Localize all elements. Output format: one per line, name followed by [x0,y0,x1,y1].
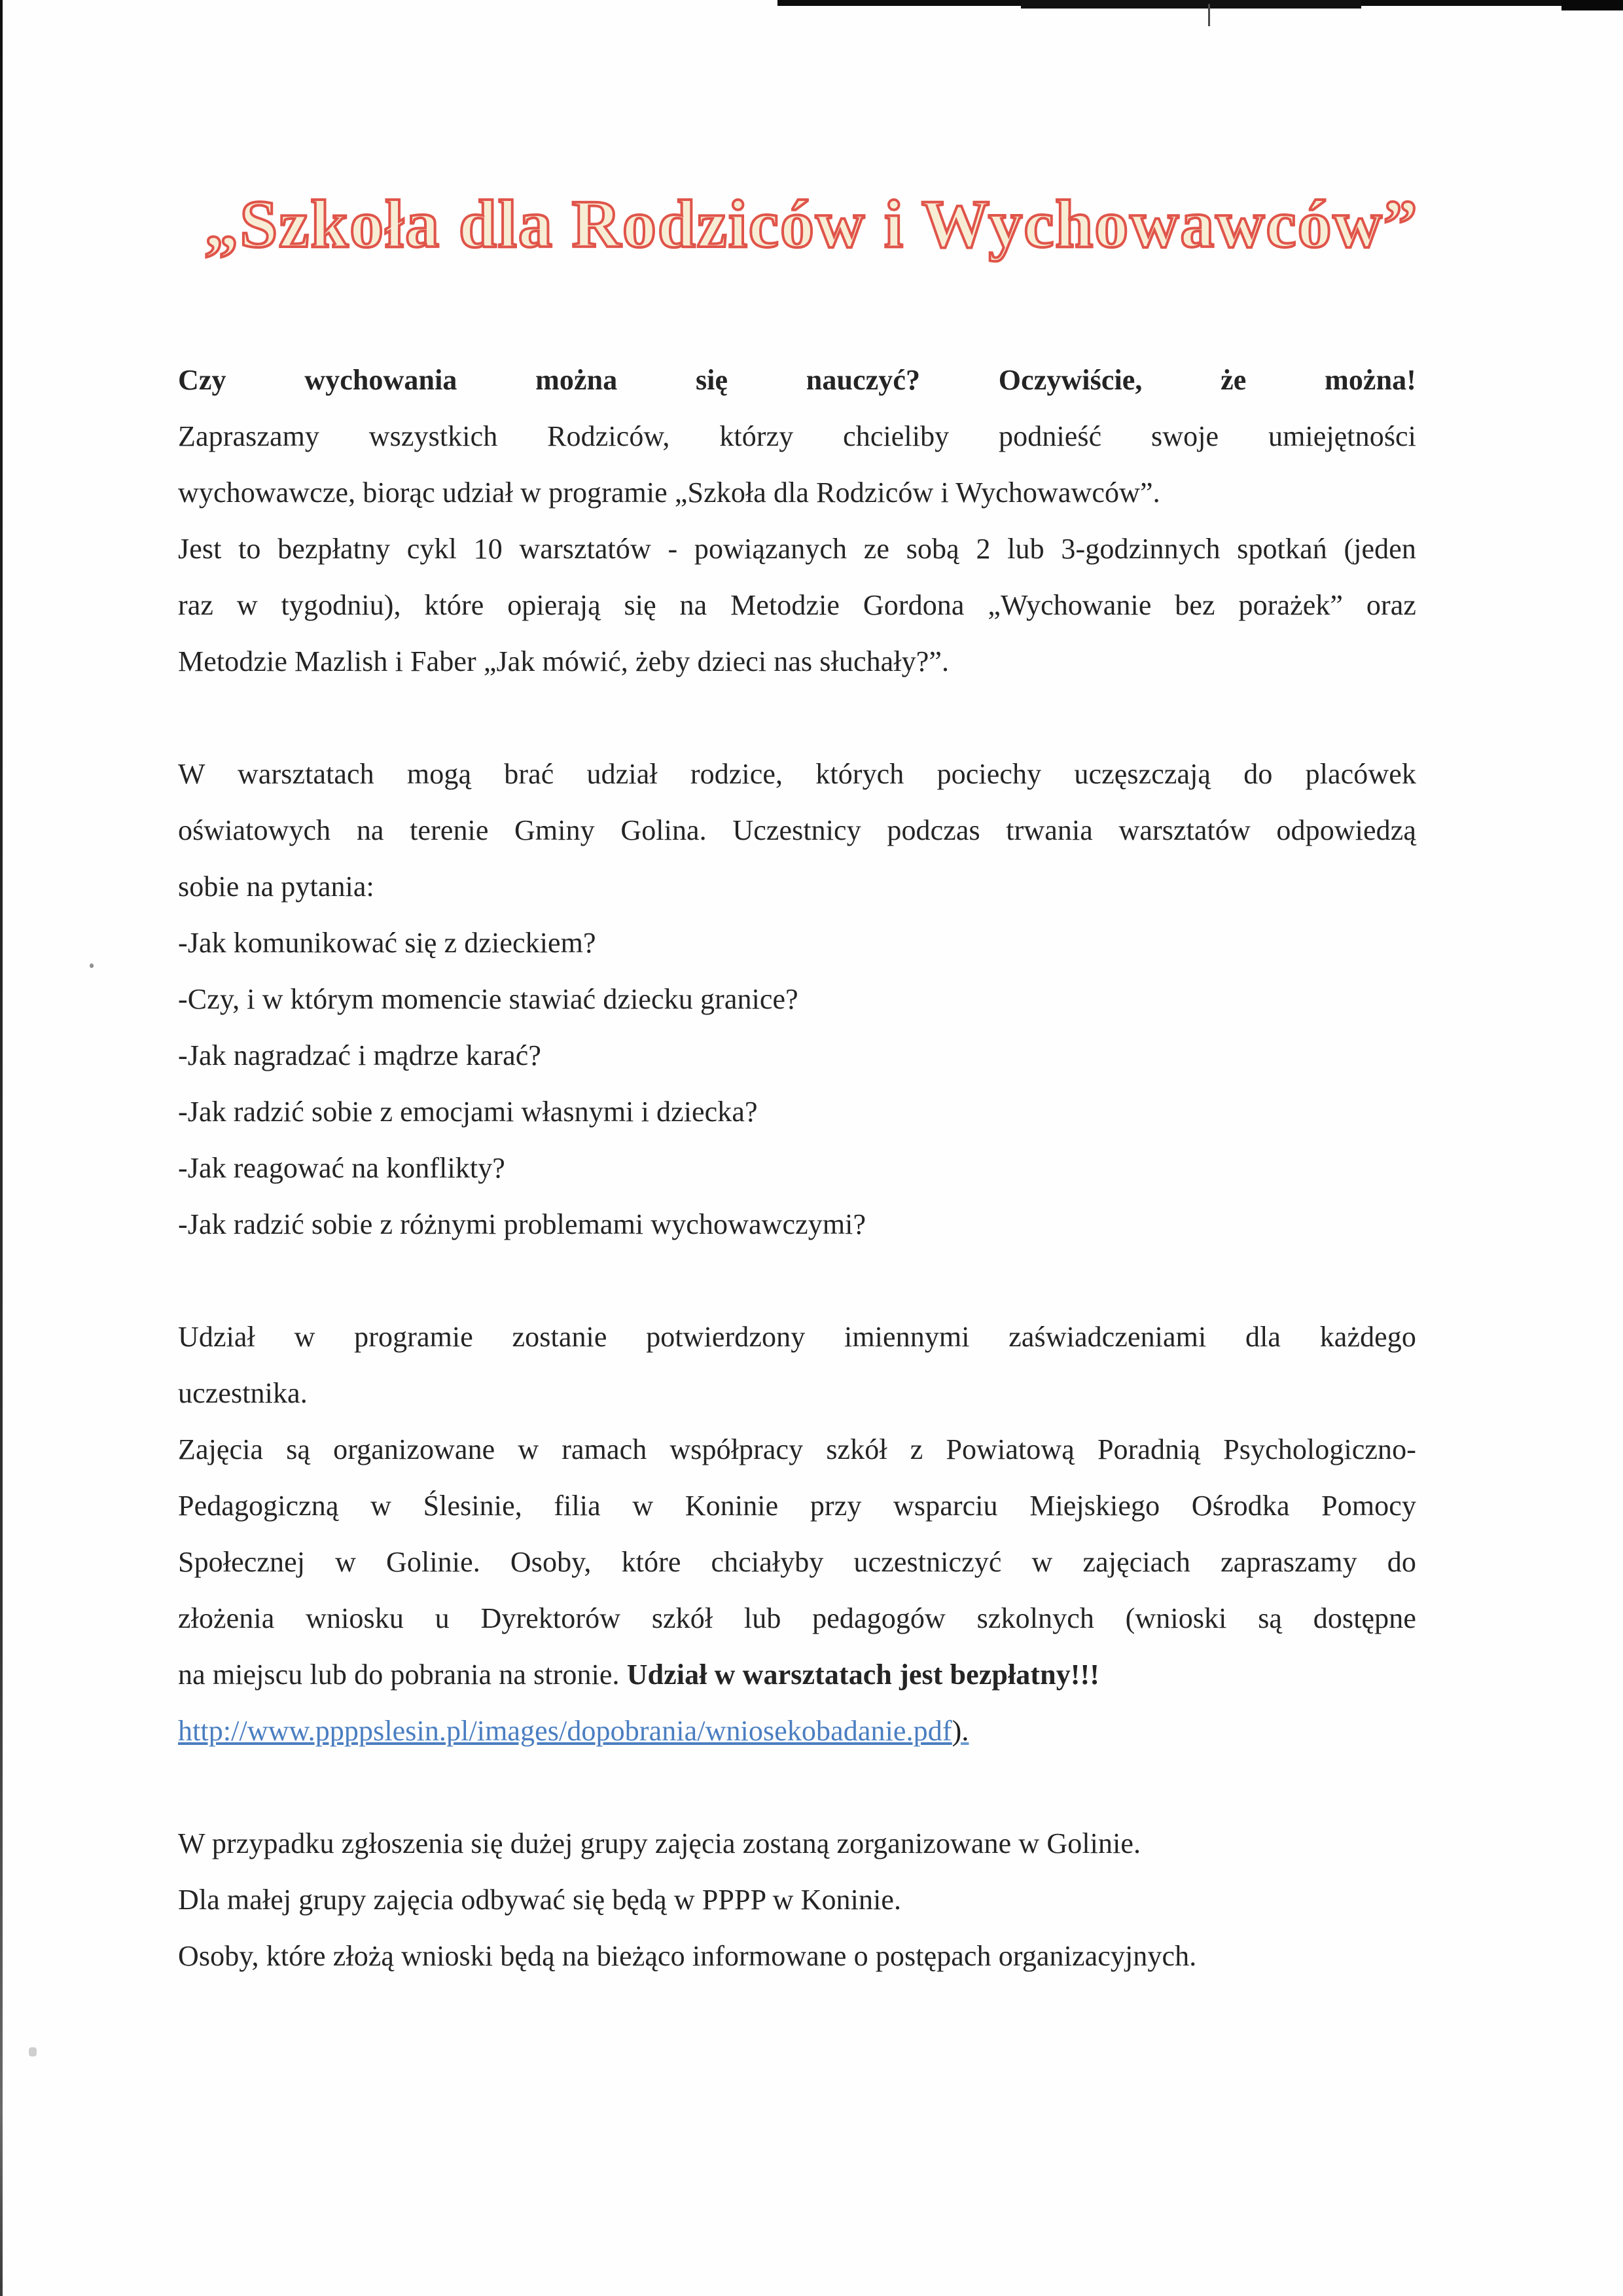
application-form-pdf-link[interactable]: http://www.ppppslesin.pl/images/dopobrania/wniosekobadanie.pdf [178,1715,952,1747]
scan-artifact-faint-mark [29,2047,37,2056]
paragraph-certificate [178,1309,1416,1422]
question-item: -Czy, i w którym momencie stawiać dziecku granice? [178,983,798,1015]
program-line-2: raz w tygodniu), które opierają się na Metodzie Gordona „Wychowanie bez porażek” oraz [178,589,1416,621]
scan-artifact-tick [1208,4,1210,26]
scan-artifact-top-band-right [1561,0,1623,10]
participants-line-1: W warsztatach mogą brać udział rodzice, których pociechy uczęszczają do placówek [178,758,1416,790]
organization-line-link [178,1703,1416,1759]
question-item: -Jak radzić sobie z różnymi problemami wychowawczymi? [178,1208,866,1240]
question-item: -Jak komunikować się z dzieckiem? [178,927,596,959]
paragraph-logistics [178,1816,1416,1984]
paragraph-gap [178,690,1416,746]
program-line-1: Jest to bezpłatny cykl 10 warsztatów - powiązanych ze sobą 2 lub 3-godzinnych spotkań (jeden [178,533,1416,565]
link-closing-paren: ). [952,1715,969,1747]
organization-line-1: Zajęcia są organizowane w ramach współpracy szkół z Powiatową Poradnią Psychologiczno- [178,1433,1416,1465]
certificate-line-1: Udział w programie zostanie potwierdzony imiennymi zaświadczeniami dla każdego [178,1321,1416,1353]
logistics-line-2: Dla małej grupy zajęcia odbywać się będą w PPPP w Koninie. [178,1884,902,1916]
question-item: -Jak radzić sobie z emocjami własnymi i dziecka? [178,1096,758,1128]
organization-line-5-text: na miejscu lub do pobrania na stronie. [178,1659,627,1691]
certificate-line-2: uczestnika. [178,1377,308,1409]
organization-line-3: Społecznej w Golinie. Osoby, które chciałyby uczestniczyć w zajęciach zapraszamy do [178,1546,1416,1578]
question-item: -Jak reagować na konflikty? [178,1152,505,1184]
intro-line-2: Zapraszamy wszystkich Rodziców, którzy chcieliby podnieść swoje umiejętności [178,420,1416,452]
questions-list [178,915,1416,1253]
organization-line-4: złożenia wniosku u Dyrektorów szkół lub pedagogów szkolnych (wnioski są dostępne [178,1602,1416,1634]
paragraph-gap [178,1759,1416,1816]
organization-line-2: Pedagogiczną w Ślesinie, filia w Koninie przy wsparciu Miejskiego Ośrodka Pomocy [178,1490,1416,1522]
program-line-3: Metodzie Mazlish i Faber „Jak mówić, żeby dzieci nas słuchały?”. [178,645,950,677]
paragraph-participants [178,746,1416,915]
free-participation-callout: Udział w warsztatach jest bezpłatny!!! [626,1659,1100,1691]
paragraph-gap [178,1253,1416,1309]
paragraph-intro [178,352,1416,521]
scan-artifact-left-edge-line [0,0,3,2296]
question-item: -Jak nagradzać i mądrze karać? [178,1039,542,1071]
logistics-line-1: W przypadku zgłoszenia się dużej grupy zajęcia zostaną zorganizowane w Golinie. [178,1827,1141,1859]
intro-line-3: wychowawcze, biorąc udział w programie „Szkoła dla Rodziców i Wychowawców”. [178,476,1160,509]
participants-line-3: sobie na pytania: [178,870,374,903]
intro-line-question: Czy wychowania można się nauczyć? Oczywiście, że można! [178,364,1416,396]
paragraph-program [178,521,1416,690]
paragraph-organization [178,1422,1416,1759]
document-body [178,352,1416,1984]
scan-artifact-top-band-mid [1021,0,1361,9]
scan-artifact-speck [90,963,94,968]
logistics-line-3: Osoby, które złożą wnioski będą na bieżąco informowane o postępach organizacyjnych. [178,1940,1197,1972]
participants-line-2: oświatowych na terenie Gminy Golina. Uczestnicy podczas trwania warsztatów odpowiedzą [178,814,1416,846]
page-title: „Szkoła dla Rodziców i Wychowawców” [204,187,1419,262]
organization-line-5 [178,1647,1416,1703]
